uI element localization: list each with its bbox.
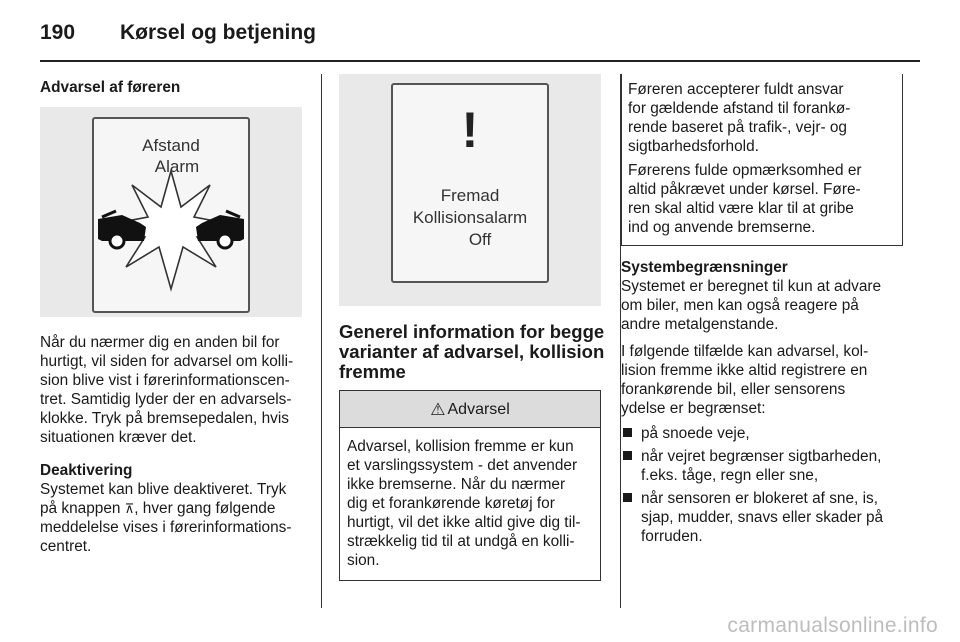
list-item [621, 424, 903, 443]
warning-body [340, 428, 600, 580]
text-line: rende baseret på trafik-, vejr- og [628, 119, 847, 136]
distance-alarm-figure [40, 107, 302, 317]
system-limits-section [621, 258, 903, 546]
text-line: meddelelse vises i førerinformations- [40, 519, 292, 536]
text-line: når sensoren er blokeret af sne, is, [641, 490, 878, 507]
paragraph-collision-warning [40, 333, 308, 447]
list-item [621, 489, 903, 546]
text-line: situationen kræver det. [40, 429, 197, 446]
text-line: lision fremme ikke altid registrere en [621, 362, 868, 379]
header-divider [40, 60, 920, 62]
display-panel [391, 83, 549, 283]
text-line: f.eks. tåge, regn eller sne, [641, 467, 819, 484]
text-line: sion blive vist i førerinformationscen- [40, 372, 290, 389]
text-line: strækkelig tid til at undgå en kolli- [347, 533, 575, 550]
warning-title: Advarsel [447, 400, 510, 418]
text-line: altid påkrævet under kørsel. Føre- [628, 181, 861, 198]
square-bullet-icon [623, 428, 632, 437]
column-2 [339, 74, 605, 581]
collision-star-icon [40, 107, 302, 317]
paragraph-deactivation [40, 461, 308, 556]
heading-line: fremme [339, 361, 406, 382]
text-line: sjap, mudder, snavs eller skader på [641, 509, 884, 526]
text-line [40, 499, 308, 518]
text-line: ydelse er begrænset: [621, 400, 766, 417]
text-line: hurtigt, vil det ikke altid give dig til- [347, 514, 581, 531]
paragraph-driver-attention [628, 161, 896, 237]
display-line-2: Alarm [154, 157, 200, 176]
page-header [40, 18, 316, 48]
watermark: carmanualsonline.info [727, 614, 938, 637]
deactivation-heading: Deaktivering [40, 462, 133, 479]
text-line: centret. [40, 538, 92, 555]
text-line: Systemet kan blive deaktiveret. Tryk [40, 481, 287, 498]
column-1 [40, 74, 308, 566]
text-line: ikke bremserne. Når du nærmer [347, 476, 566, 493]
heading-line: varianter af advarsel, kollision [339, 341, 605, 362]
text-line: om biler, men kan også reagere på [621, 297, 859, 314]
text-line: Når du nærmer dig en anden bil for [40, 334, 280, 351]
list-item [621, 447, 903, 485]
text-line: klokke. Tryk på bremsepedalen, hvis [40, 410, 289, 427]
page-number: 190 [40, 21, 76, 44]
section-heading-general-info [339, 321, 605, 382]
text-line: andre metalgenstande. [621, 316, 779, 333]
text-line: ren skal altid være klar til at gribe [628, 200, 854, 217]
limitation-list [621, 424, 903, 546]
text-line: Førerens fulde opmærksomhed er [628, 162, 862, 179]
responsibility-box [621, 74, 903, 246]
text-line: ind og anvende bremserne. [628, 219, 816, 236]
text-line: når vejret begrænser sigtbarheden, [641, 448, 882, 465]
square-bullet-icon [623, 493, 632, 502]
display-line-3: Off [468, 230, 492, 249]
display-text [393, 185, 547, 251]
section-heading: Advarsel af føreren [40, 79, 181, 96]
text-line: et varslingssystem - det anvender [347, 457, 578, 474]
text-line: forankørende bil, eller sensorens [621, 381, 846, 398]
text-line: sigtbarhedsforhold. [628, 138, 759, 155]
paragraph-cases [621, 342, 903, 418]
car-right-icon [196, 211, 244, 248]
paragraph-driver-responsibility [628, 80, 896, 156]
text-line: hurtigt, vil siden for advarsel om kolli- [40, 353, 294, 370]
text-line: Advarsel, kollision fremme er kun [347, 438, 574, 455]
text-line: Føreren accepterer fuldt ansvar [628, 81, 844, 98]
text-line: Systemet er beregnet til kun at advare [621, 278, 882, 295]
column-divider-1 [321, 74, 322, 608]
text-line: tret. Samtidig lyder der en advarsels- [40, 391, 292, 408]
display-line-1: Fremad [440, 186, 500, 205]
system-limits-heading: Systembegrænsninger [621, 259, 788, 276]
chapter-title: Kørsel og betjening [120, 21, 317, 44]
warning-box [339, 390, 601, 581]
warning-header [340, 390, 600, 428]
display-line-2: Kollisionsalarm [412, 208, 528, 227]
text-line: på snoede veje, [641, 425, 750, 442]
text-line: dig et forankørende køretøj for [347, 495, 555, 512]
forward-collision-off-figure [339, 74, 601, 306]
paragraph-system-limits [621, 258, 903, 334]
text-line: sion. [347, 552, 380, 569]
text-line: I følgende tilfælde kan advarsel, kol- [621, 343, 869, 360]
display-line-1: Afstand [142, 136, 200, 155]
warning-triangle-icon: ⚠ [430, 399, 446, 419]
text-line: for gældende afstand til forankø- [628, 100, 851, 117]
square-bullet-icon [623, 451, 632, 460]
car-left-icon [98, 211, 146, 248]
column-3 [621, 74, 903, 550]
steering-button-icon: ⊼ [124, 501, 135, 516]
text-fragment: , hver gang følgende [134, 500, 276, 517]
exclamation-icon: ! [461, 102, 479, 158]
text-line: forruden. [641, 528, 703, 545]
heading-line: Generel information for begge [339, 321, 605, 342]
text-fragment: på knappen [40, 500, 125, 517]
